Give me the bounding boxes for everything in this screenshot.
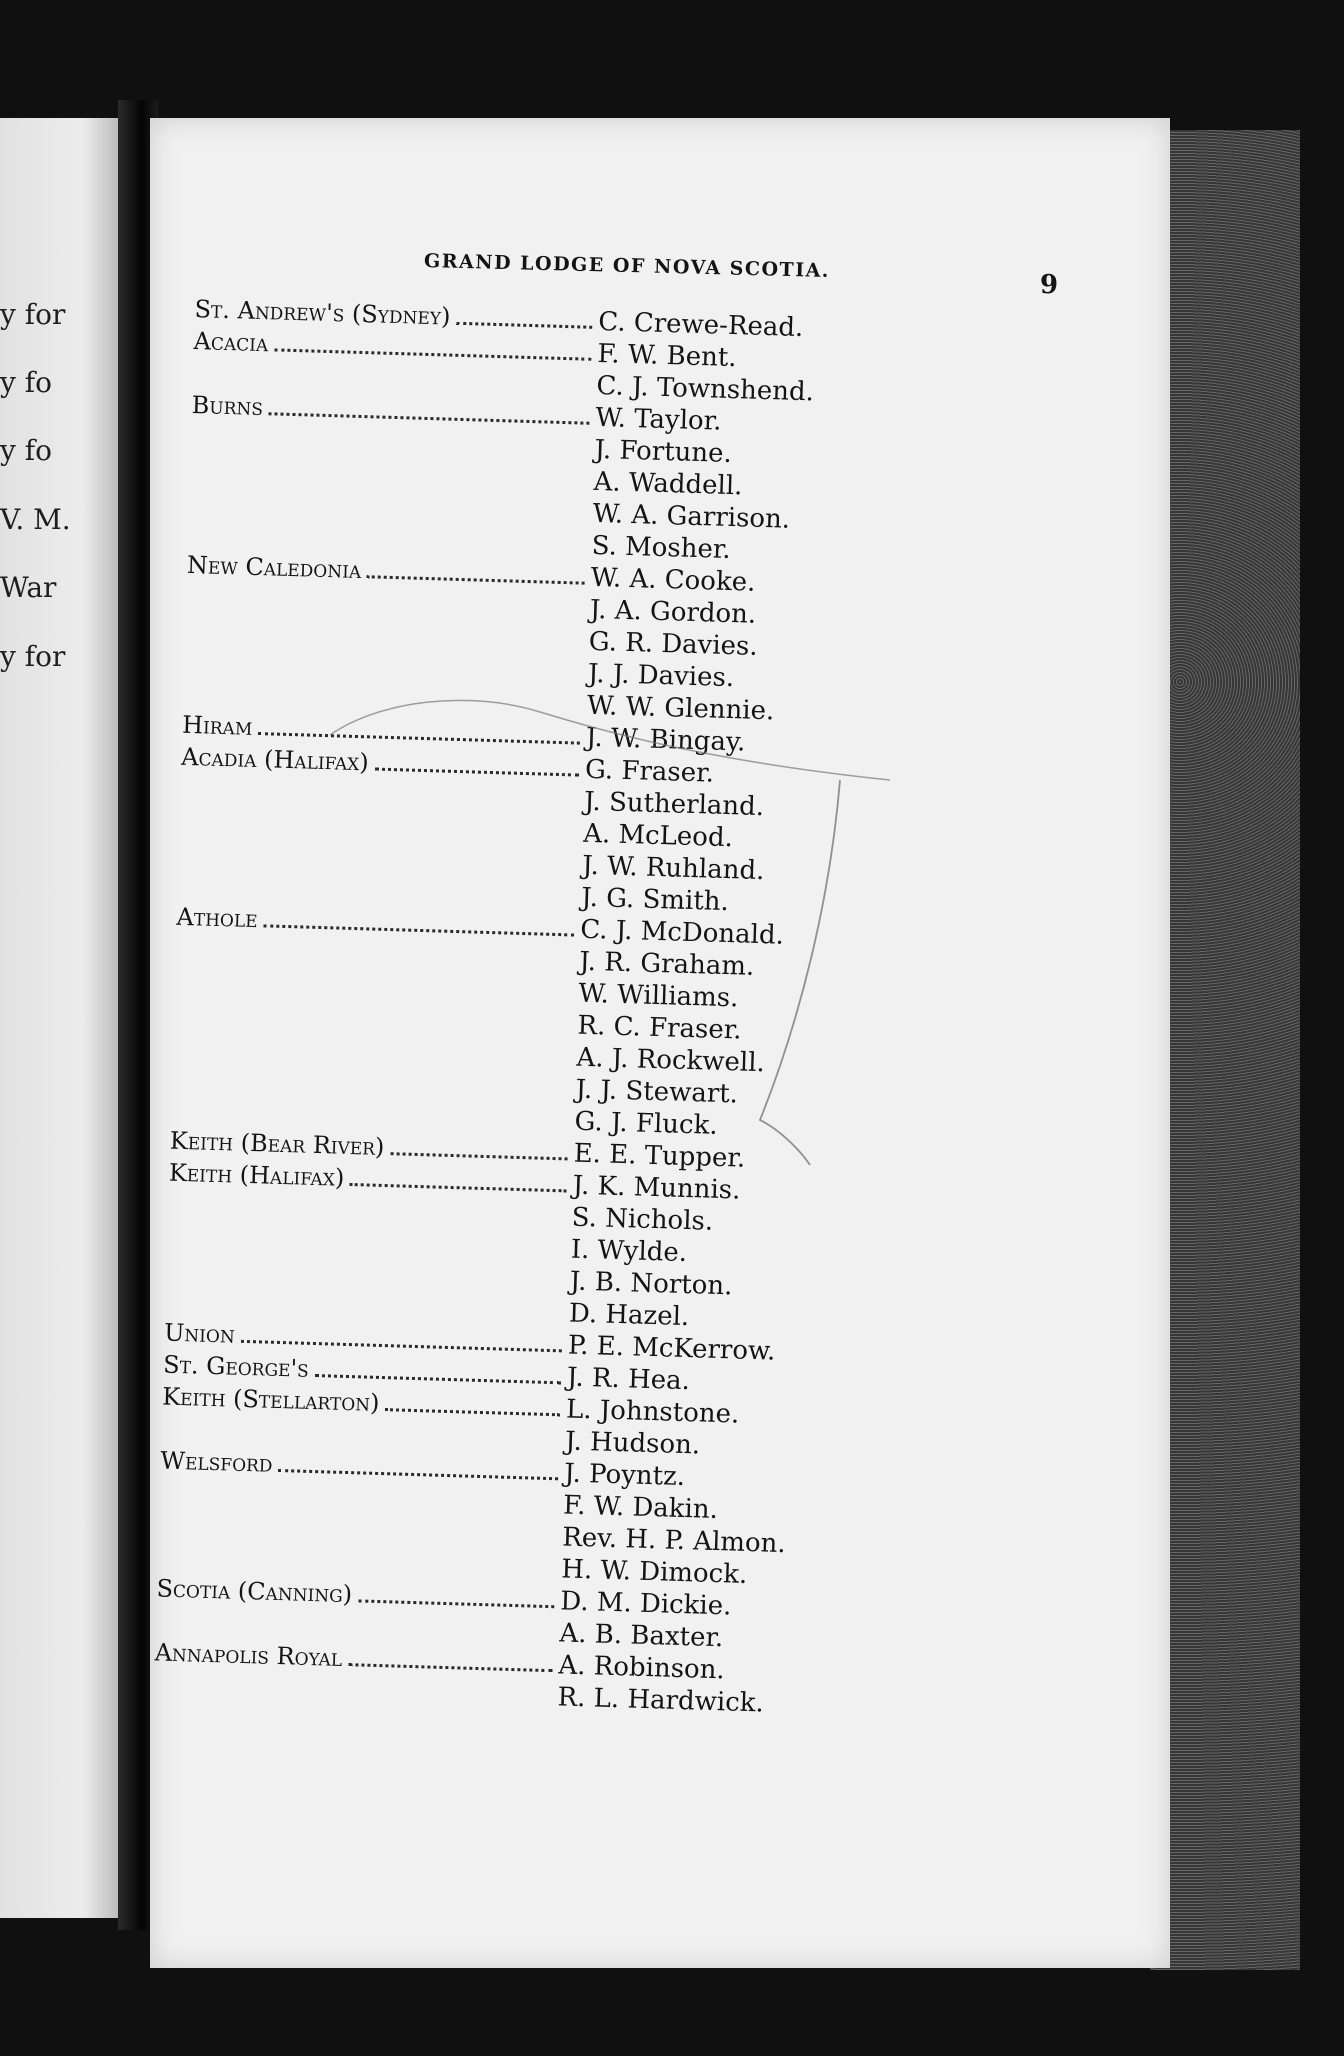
officer-name: F. W. Dakin. — [562, 1490, 719, 1526]
officer-name: S. Mosher. — [591, 530, 732, 565]
dot-leader — [258, 731, 580, 745]
lodge-officer-list — [153, 295, 814, 1721]
officer-name: W. Williams. — [577, 978, 739, 1014]
officer-name: W. A. Garrison. — [592, 498, 791, 535]
page-edge-texture — [1150, 130, 1300, 1970]
facing-page-fragment: y for — [0, 640, 66, 673]
officer-name: F. W. Bent. — [596, 338, 737, 374]
officer-name: Rev. H. P. Almon. — [561, 1522, 787, 1560]
dot-leader — [385, 1407, 560, 1416]
officer-name: G. J. Fluck. — [574, 1106, 719, 1141]
officer-name: A. Waddell. — [593, 466, 743, 502]
running-head: GRAND LODGE OF NOVA SCOTIA. — [423, 250, 831, 282]
officer-name: A. McLeod. — [582, 818, 734, 854]
officer-name: J. J. Stewart. — [575, 1074, 739, 1110]
officer-name: J. Fortune. — [594, 434, 733, 469]
dot-leader — [269, 411, 590, 425]
officer-name: C. J. McDonald. — [579, 914, 785, 951]
officer-name: G. Fraser. — [584, 754, 715, 789]
officer-name: J. B. Norton. — [569, 1266, 733, 1302]
facing-page-fragment: y for — [0, 298, 66, 331]
lodge-name-text: Keith (Halifax) — [168, 1158, 345, 1192]
facing-page — [0, 118, 118, 1918]
officer-name: R. C. Fraser. — [577, 1010, 743, 1046]
lodge-name-text: Annapolis Royal — [154, 1638, 343, 1672]
officer-name: D. Hazel. — [568, 1298, 690, 1333]
lodge-name-text: Union — [163, 1318, 236, 1349]
lodge-name-text: St. George's — [162, 1350, 310, 1383]
officer-name: A. B. Baxter. — [559, 1618, 724, 1654]
lodge-name-text: Acacia — [193, 326, 269, 358]
officer-name: D. M. Dickie. — [559, 1586, 732, 1622]
dot-leader — [315, 1373, 561, 1384]
lodge-name-text: Scotia (Canning) — [156, 1574, 353, 1609]
dot-leader — [278, 1468, 558, 1480]
officer-name: J. R. Graham. — [578, 946, 755, 982]
officer-name: C. J. Townshend. — [596, 370, 815, 408]
facing-page-fragment: y fo — [0, 434, 52, 467]
officer-name: G. R. Davies. — [588, 626, 759, 662]
officer-name: J. Poyntz. — [563, 1458, 686, 1493]
lodge-name-text: Athole — [176, 902, 259, 934]
lodge-name-text: Hiram — [181, 710, 253, 741]
officer-name: I. Wylde. — [570, 1234, 688, 1269]
dot-leader — [374, 767, 579, 777]
lodge-name-text: Burns — [191, 390, 264, 422]
officer-name: J. K. Munnis. — [572, 1170, 741, 1206]
lodge-name-text: New Caledonia — [186, 550, 362, 585]
dot-leader — [348, 1662, 553, 1672]
facing-page-fragment: V. M. — [0, 503, 71, 536]
officer-name: J. J. Davies. — [587, 658, 735, 694]
officer-name: J. Hudson. — [564, 1426, 701, 1461]
dot-leader — [350, 1182, 567, 1192]
lodge-name-text: Welsford — [159, 1446, 273, 1478]
officer-name: W. Taylor. — [595, 402, 722, 437]
officer-name: J. Sutherland. — [583, 786, 765, 823]
officer-name: W. W. Glennie. — [586, 690, 775, 727]
officer-name: J. W. Ruhland. — [581, 850, 765, 887]
officer-name: W. A. Cooke. — [590, 562, 756, 598]
dot-leader — [367, 574, 585, 584]
officer-name: C. Crewe-Read. — [597, 306, 804, 344]
lodge-name-text: St. Andrew's (Sydney) — [194, 295, 451, 331]
dot-leader — [358, 1598, 554, 1608]
officer-name: P. E. McKerrow. — [567, 1330, 776, 1367]
officer-name: R. L. Hardwick. — [557, 1682, 765, 1719]
officer-name: A. Robinson. — [558, 1650, 726, 1686]
officer-name: L. Johnstone. — [565, 1394, 740, 1430]
dot-leader — [456, 321, 592, 329]
officer-name: J. R. Hea. — [566, 1362, 691, 1397]
dot-leader — [274, 347, 591, 360]
dot-leader — [263, 923, 574, 936]
officer-name: E. E. Tupper. — [573, 1138, 746, 1174]
officer-name: J. W. Bingay. — [585, 722, 746, 758]
officer-name: A. J. Rockwell. — [576, 1042, 766, 1079]
officer-name: J. G. Smith. — [580, 882, 730, 918]
officer-name: H. W. Dimock. — [560, 1554, 748, 1590]
facing-page-fragment: War — [0, 571, 57, 604]
lodge-name-text: Acadia (Halifax) — [180, 742, 370, 777]
lodge-name-text: Keith (Stellarton) — [161, 1382, 380, 1417]
officer-name: J. A. Gordon. — [589, 594, 757, 630]
dot-leader — [241, 1339, 562, 1353]
lodge-name-text: Keith (Bear River) — [169, 1126, 385, 1161]
page-number: 9 — [1040, 270, 1059, 300]
facing-page-fragment: y fo — [0, 366, 52, 399]
officer-name: S. Nichols. — [571, 1202, 714, 1237]
dot-leader — [390, 1151, 567, 1160]
